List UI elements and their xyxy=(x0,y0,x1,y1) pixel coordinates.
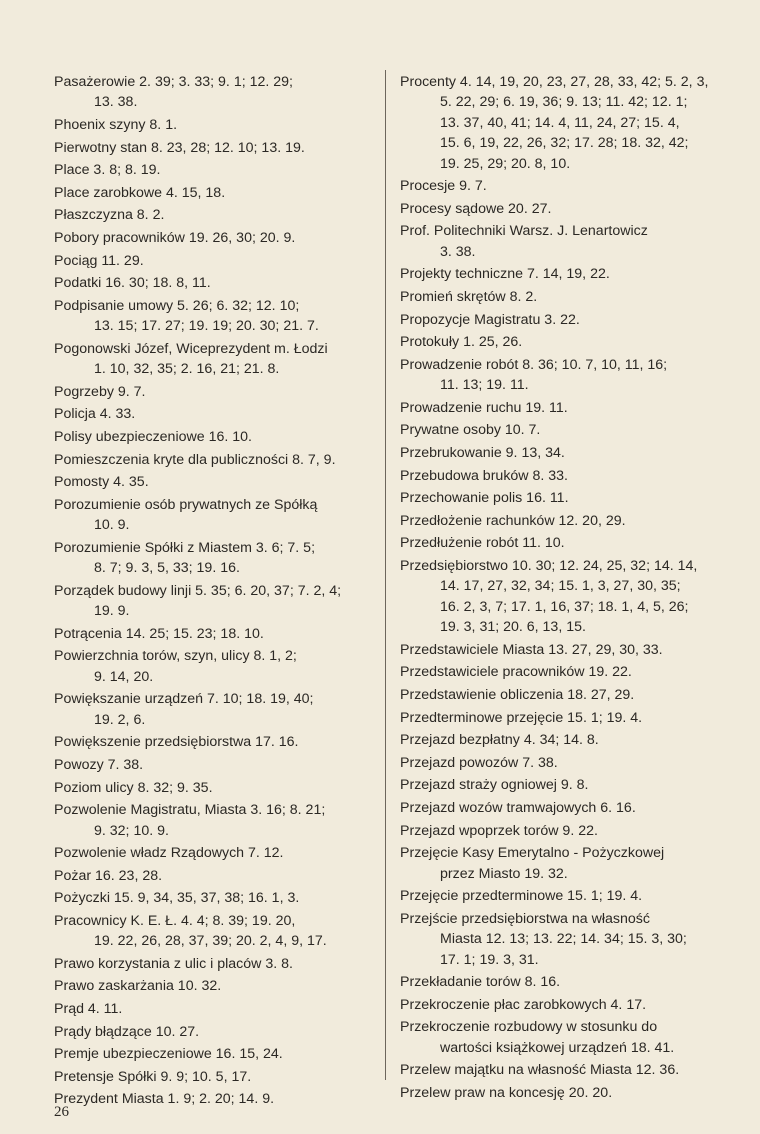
index-entry-heading-line: Promień skrętów 8. 2. xyxy=(400,289,538,305)
index-entry xyxy=(400,72,710,174)
index-entry-heading-line: Podatki 16. 30; 18. 8, 11. xyxy=(54,275,211,292)
index-entry-continuation-line: 19. 3, 31; 20. 6, 13, 15. xyxy=(440,619,586,636)
index-entry-continuation-line: 17. 1; 19. 3, 31. xyxy=(440,951,539,968)
index-entry xyxy=(54,976,372,996)
index-entry-continuation-line: 14. 17, 27, 32, 34; 15. 1, 3, 27, 30, 35; xyxy=(440,578,681,595)
index-entry xyxy=(54,228,372,248)
index-entry-heading-line: Podpisanie umowy 5. 26; 6. 32; 12. 10; xyxy=(54,297,300,314)
index-entry xyxy=(400,685,710,705)
index-entry-heading-line: Place 3. 8; 8. 19. xyxy=(54,162,161,179)
index-entry-continuation-line: 5. 22, 29; 6. 19, 36; 9. 13; 11. 42; 12. 1; xyxy=(440,94,688,111)
index-entry xyxy=(400,287,710,307)
index-entry-heading-line: Powozy 7. 38. xyxy=(54,756,144,773)
index-entry-continuation-line: 9. 14, 20. xyxy=(94,668,154,685)
index-entry xyxy=(54,1044,372,1064)
index-entry xyxy=(54,205,372,225)
index-column-left xyxy=(54,72,372,1112)
index-entry xyxy=(54,251,372,271)
index-entry xyxy=(400,176,710,196)
index-entry-heading-line: Prowadzenie robót 8. 36; 10. 7, 10, 11, 16; xyxy=(400,356,668,373)
index-entry-heading-line: Pierwotny stan 8. 23, 28; 12. 10; 13. 19. xyxy=(54,139,305,156)
index-entry xyxy=(400,488,710,508)
index-entry xyxy=(400,821,710,841)
index-entry xyxy=(400,753,710,773)
index-entry xyxy=(54,843,372,863)
index-entry-heading-line: Prowadzenie ruchu 19. 11. xyxy=(400,399,568,416)
index-entry xyxy=(54,732,372,752)
index-entry-heading-line: Porozumienie osób prywatnych ze Spółką xyxy=(54,496,318,513)
index-entry xyxy=(400,355,710,396)
index-entry xyxy=(54,888,372,908)
index-entry-heading-line: Przejazd bezpłatny 4. 34; 14. 8. xyxy=(400,732,599,749)
index-entry xyxy=(54,689,372,730)
index-entry-heading-line: Projekty techniczne 7. 14, 19, 22. xyxy=(400,266,610,283)
index-entry-heading-line: Przekładanie torów 8. 16. xyxy=(400,974,561,991)
index-entry-heading-line: Przejęcie Kasy Emerytalno - Pożyczkowej xyxy=(400,845,665,862)
index-entry-heading-line: Procesy sądowe 20. 27. xyxy=(400,200,552,217)
index-entry xyxy=(400,443,710,463)
index-entry-heading-line: Porozumienie Spółki z Miastem 3. 6; 7. 5; xyxy=(54,539,316,556)
index-entry-heading-line: Powierzchnia torów, szyn, ulicy 8. 1, 2; xyxy=(54,648,297,665)
index-entry-heading-line: Przejazd powozów 7. 38. xyxy=(400,754,558,771)
index-entry-heading-line: Polisy ubezpieczeniowe 16. 10. xyxy=(54,428,252,445)
index-entry xyxy=(400,533,710,553)
index-entry xyxy=(54,72,372,113)
index-entry xyxy=(400,221,710,262)
index-entry xyxy=(54,581,372,622)
index-entry-heading-line: Przedstawiciele pracowników 19. 22. xyxy=(400,664,632,681)
index-entry-heading-line: Przejazd wozów tramwajowych 6. 16. xyxy=(400,799,636,816)
index-entry xyxy=(54,866,372,886)
index-entry xyxy=(400,708,710,728)
index-entry xyxy=(400,1017,710,1058)
index-entry-heading-line: Prof. Politechniki Warsz. J. Lenartowicz xyxy=(400,223,648,240)
index-entry-heading-line: Prawo zaskarżania 10. 32. xyxy=(54,978,222,995)
index-entry-continuation-line: 9. 32; 10. 9. xyxy=(94,822,169,839)
index-entry xyxy=(54,115,372,135)
index-entry-continuation-line: wartości książkowej urządzeń 18. 41. xyxy=(440,1039,675,1056)
index-entry xyxy=(54,450,372,470)
index-entry-continuation-line: 13. 37, 40, 41; 14. 4, 11, 24, 27; 15. 4, xyxy=(440,114,680,131)
index-entry-heading-line: Prawo korzystania z ulic i placów 3. 8. xyxy=(54,955,293,972)
index-entry-heading-line: Policja 4. 33. xyxy=(54,406,136,423)
index-entry-heading-line: Place zarobkowe 4. 15, 18. xyxy=(54,184,226,201)
index-entry-continuation-line: 1. 10, 32, 35; 2. 16, 21; 21. 8. xyxy=(94,361,280,378)
index-entry xyxy=(54,404,372,424)
index-entry-heading-line: Pobory pracowników 19. 26, 30; 20. 9. xyxy=(54,229,296,246)
index-entry-heading-line: Pozwolenie Magistratu, Miasta 3. 16; 8. 21; xyxy=(54,802,326,819)
index-entry-heading-line: Przedsiębiorstwo 10. 30; 12. 24, 25, 32; 14. 14, xyxy=(400,557,698,574)
index-entry-heading-line: Przekroczenie płac zarobkowych 4. 17. xyxy=(400,996,647,1013)
index-entry xyxy=(54,138,372,158)
index-entry-continuation-line: przez Miasto 19. 32. xyxy=(440,865,568,882)
index-entry-heading-line: Protokuły 1. 25, 26. xyxy=(400,334,523,351)
index-entry xyxy=(400,775,710,795)
index-entry xyxy=(54,339,372,380)
index-entry xyxy=(400,511,710,531)
index-entry xyxy=(54,778,372,798)
index-entry xyxy=(54,427,372,447)
index-entry-heading-line: Propozycje Magistratu 3. 22. xyxy=(400,311,580,328)
index-entry-heading-line: Przedłożenie rachunków 12. 20, 29. xyxy=(400,512,626,529)
index-entry-heading-line: Pracownicy K. E. Ł. 4. 4; 8. 39; 19. 20, xyxy=(54,912,296,929)
index-entry-continuation-line: 8. 7; 9. 3, 5, 33; 19. 16. xyxy=(94,560,240,577)
index-entry-heading-line: Przelew majątku na własność Miasta 12. 36. xyxy=(400,1062,680,1079)
index-entry-continuation-line: 16. 2, 3, 7; 17. 1, 16, 37; 18. 1, 4, 5, 26; xyxy=(440,598,689,615)
index-entry-heading-line: Pasażerowie 2. 39; 3. 33; 9. 1; 12. 29; xyxy=(54,74,293,90)
index-entry-heading-line: Prezydent Miasta 1. 9; 2. 20; 14. 9. xyxy=(54,1091,275,1108)
index-entry xyxy=(400,972,710,992)
index-entry xyxy=(54,954,372,974)
index-entry xyxy=(54,183,372,203)
index-entry-heading-line: Prywatne osoby 10. 7. xyxy=(400,422,541,439)
index-entry-heading-line: Przedłużenie robót 11. 10. xyxy=(400,535,565,552)
index-entry xyxy=(54,800,372,841)
index-entry-heading-line: Przejęcie przedterminowe 15. 1; 19. 4. xyxy=(400,888,643,905)
index-entry xyxy=(400,332,710,352)
index-entry-heading-line: Procenty 4. 14, 19, 20, 23, 27, 28, 33, 42; 5. 2, 3, xyxy=(400,74,709,90)
index-entry-heading-line: Pociąg 11. 29. xyxy=(54,252,144,269)
index-entry xyxy=(54,382,372,402)
index-entry-continuation-line: 10. 9. xyxy=(94,517,130,534)
index-entry-heading-line: Przedterminowe przejęcie 15. 1; 19. 4. xyxy=(400,709,643,726)
index-entry-heading-line: Prąd 4. 11. xyxy=(54,1001,123,1018)
index-entry xyxy=(54,1067,372,1087)
index-entry-heading-line: Przebrukowanie 9. 13, 34. xyxy=(400,444,565,461)
index-entry xyxy=(54,624,372,644)
index-entry-continuation-line: 15. 6, 19, 22, 26, 32; 17. 28; 18. 32, 42; xyxy=(440,135,689,152)
index-entry-heading-line: Porządek budowy linji 5. 35; 6. 20, 37; 7. 2, 4; xyxy=(54,582,342,599)
index-entry xyxy=(54,755,372,775)
index-entry xyxy=(400,843,710,884)
index-entry xyxy=(54,296,372,337)
index-entry-heading-line: Pomosty 4. 35. xyxy=(54,474,149,491)
index-entry xyxy=(400,199,710,219)
index-entry xyxy=(400,264,710,284)
index-entry xyxy=(400,466,710,486)
index-entry xyxy=(400,310,710,330)
index-entry-heading-line: Procesje 9. 7. xyxy=(400,178,487,195)
index-entry xyxy=(400,662,710,682)
index-entry-heading-line: Przejazd straży ogniowej 9. 8. xyxy=(400,777,589,794)
index-entry-continuation-line: 13. 38. xyxy=(94,94,138,111)
index-entry-heading-line: Poziom ulicy 8. 32; 9. 35. xyxy=(54,779,213,796)
index-entry xyxy=(400,1083,710,1103)
index-entry xyxy=(400,995,710,1015)
index-entry-heading-line: Płaszczyzna 8. 2. xyxy=(54,207,165,224)
index-entry-continuation-line: 19. 22, 26, 28, 37, 39; 20. 2, 4, 9, 17. xyxy=(94,933,327,950)
index-entry-continuation-line: 19. 25, 29; 20. 8, 10. xyxy=(440,155,571,172)
column-divider xyxy=(385,70,386,1080)
index-entry-heading-line: Pozwolenie władz Rządowych 7. 12. xyxy=(54,845,284,862)
index-entry-continuation-line: Miasta 12. 13; 13. 22; 14. 34; 15. 3, 30; xyxy=(440,931,687,948)
index-entry-heading-line: Potrącenia 14. 25; 15. 23; 18. 10. xyxy=(54,625,264,642)
index-entry xyxy=(54,1089,372,1109)
index-entry-heading-line: Pretensje Spółki 9. 9; 10. 5, 17. xyxy=(54,1068,252,1085)
index-entry xyxy=(400,798,710,818)
index-entry xyxy=(400,886,710,906)
index-entry xyxy=(400,398,710,418)
index-entry xyxy=(400,556,710,638)
index-entry-heading-line: Przekroczenie rozbudowy w stosunku do xyxy=(400,1019,658,1036)
index-entry-heading-line: Przejście przedsiębiorstwa na własność xyxy=(400,910,650,927)
index-entry xyxy=(54,495,372,536)
index-entry xyxy=(400,1060,710,1080)
index-entry xyxy=(400,730,710,750)
index-column-right xyxy=(400,72,710,1105)
index-entry-heading-line: Przedstawiciele Miasta 13. 27, 29, 30, 33. xyxy=(400,641,663,658)
index-entry xyxy=(400,420,710,440)
index-entry xyxy=(400,640,710,660)
index-entry-heading-line: Pomieszczenia kryte dla publiczności 8. 7, 9. xyxy=(54,451,336,468)
index-entry xyxy=(54,911,372,952)
index-entry xyxy=(54,273,372,293)
index-entry xyxy=(54,646,372,687)
index-entry xyxy=(54,1022,372,1042)
index-entry-heading-line: Powiększanie urządzeń 7. 10; 18. 19, 40; xyxy=(54,691,314,708)
index-entry-continuation-line: 19. 9. xyxy=(94,603,130,620)
index-entry-continuation-line: 19. 2, 6. xyxy=(94,711,146,728)
index-entry-heading-line: Pożar 16. 23, 28. xyxy=(54,867,163,884)
index-entry-heading-line: Przelew praw na koncesję 20. 20. xyxy=(400,1084,613,1101)
index-entry-heading-line: Przechowanie polis 16. 11. xyxy=(400,490,569,507)
index-entry xyxy=(54,160,372,180)
index-entry-continuation-line: 3. 38. xyxy=(440,243,476,260)
index-entry-heading-line: Pogonowski Józef, Wiceprezydent m. Łodzi xyxy=(54,340,328,357)
index-entry-heading-line: Phoenix szyny 8. 1. xyxy=(54,117,178,133)
index-entry-heading-line: Powiększenie przedsiębiorstwa 17. 16. xyxy=(54,734,299,751)
page-number: 26 xyxy=(54,1104,69,1120)
index-entry-heading-line: Przebudowa bruków 8. 33. xyxy=(400,467,568,484)
index-entry xyxy=(54,472,372,492)
index-entry xyxy=(54,999,372,1019)
index-entry-heading-line: Przejazd wpoprzek torów 9. 22. xyxy=(400,822,598,839)
index-entry-heading-line: Prądy błądzące 10. 27. xyxy=(54,1023,200,1040)
index-entry-heading-line: Pogrzeby 9. 7. xyxy=(54,383,146,400)
index-entry-heading-line: Premje ubezpieczeniowe 16. 15, 24. xyxy=(54,1046,283,1063)
index-entry xyxy=(400,909,710,970)
index-entry-heading-line: Przedstawienie obliczenia 18. 27, 29. xyxy=(400,686,635,703)
index-entry-heading-line: Pożyczki 15. 9, 34, 35, 37, 38; 16. 1, 3. xyxy=(54,890,300,907)
index-entry-continuation-line: 11. 13; 19. 11. xyxy=(440,377,529,394)
index-entry-continuation-line: 13. 15; 17. 27; 19. 19; 20. 30; 21. 7. xyxy=(94,318,319,335)
index-entry xyxy=(54,538,372,579)
